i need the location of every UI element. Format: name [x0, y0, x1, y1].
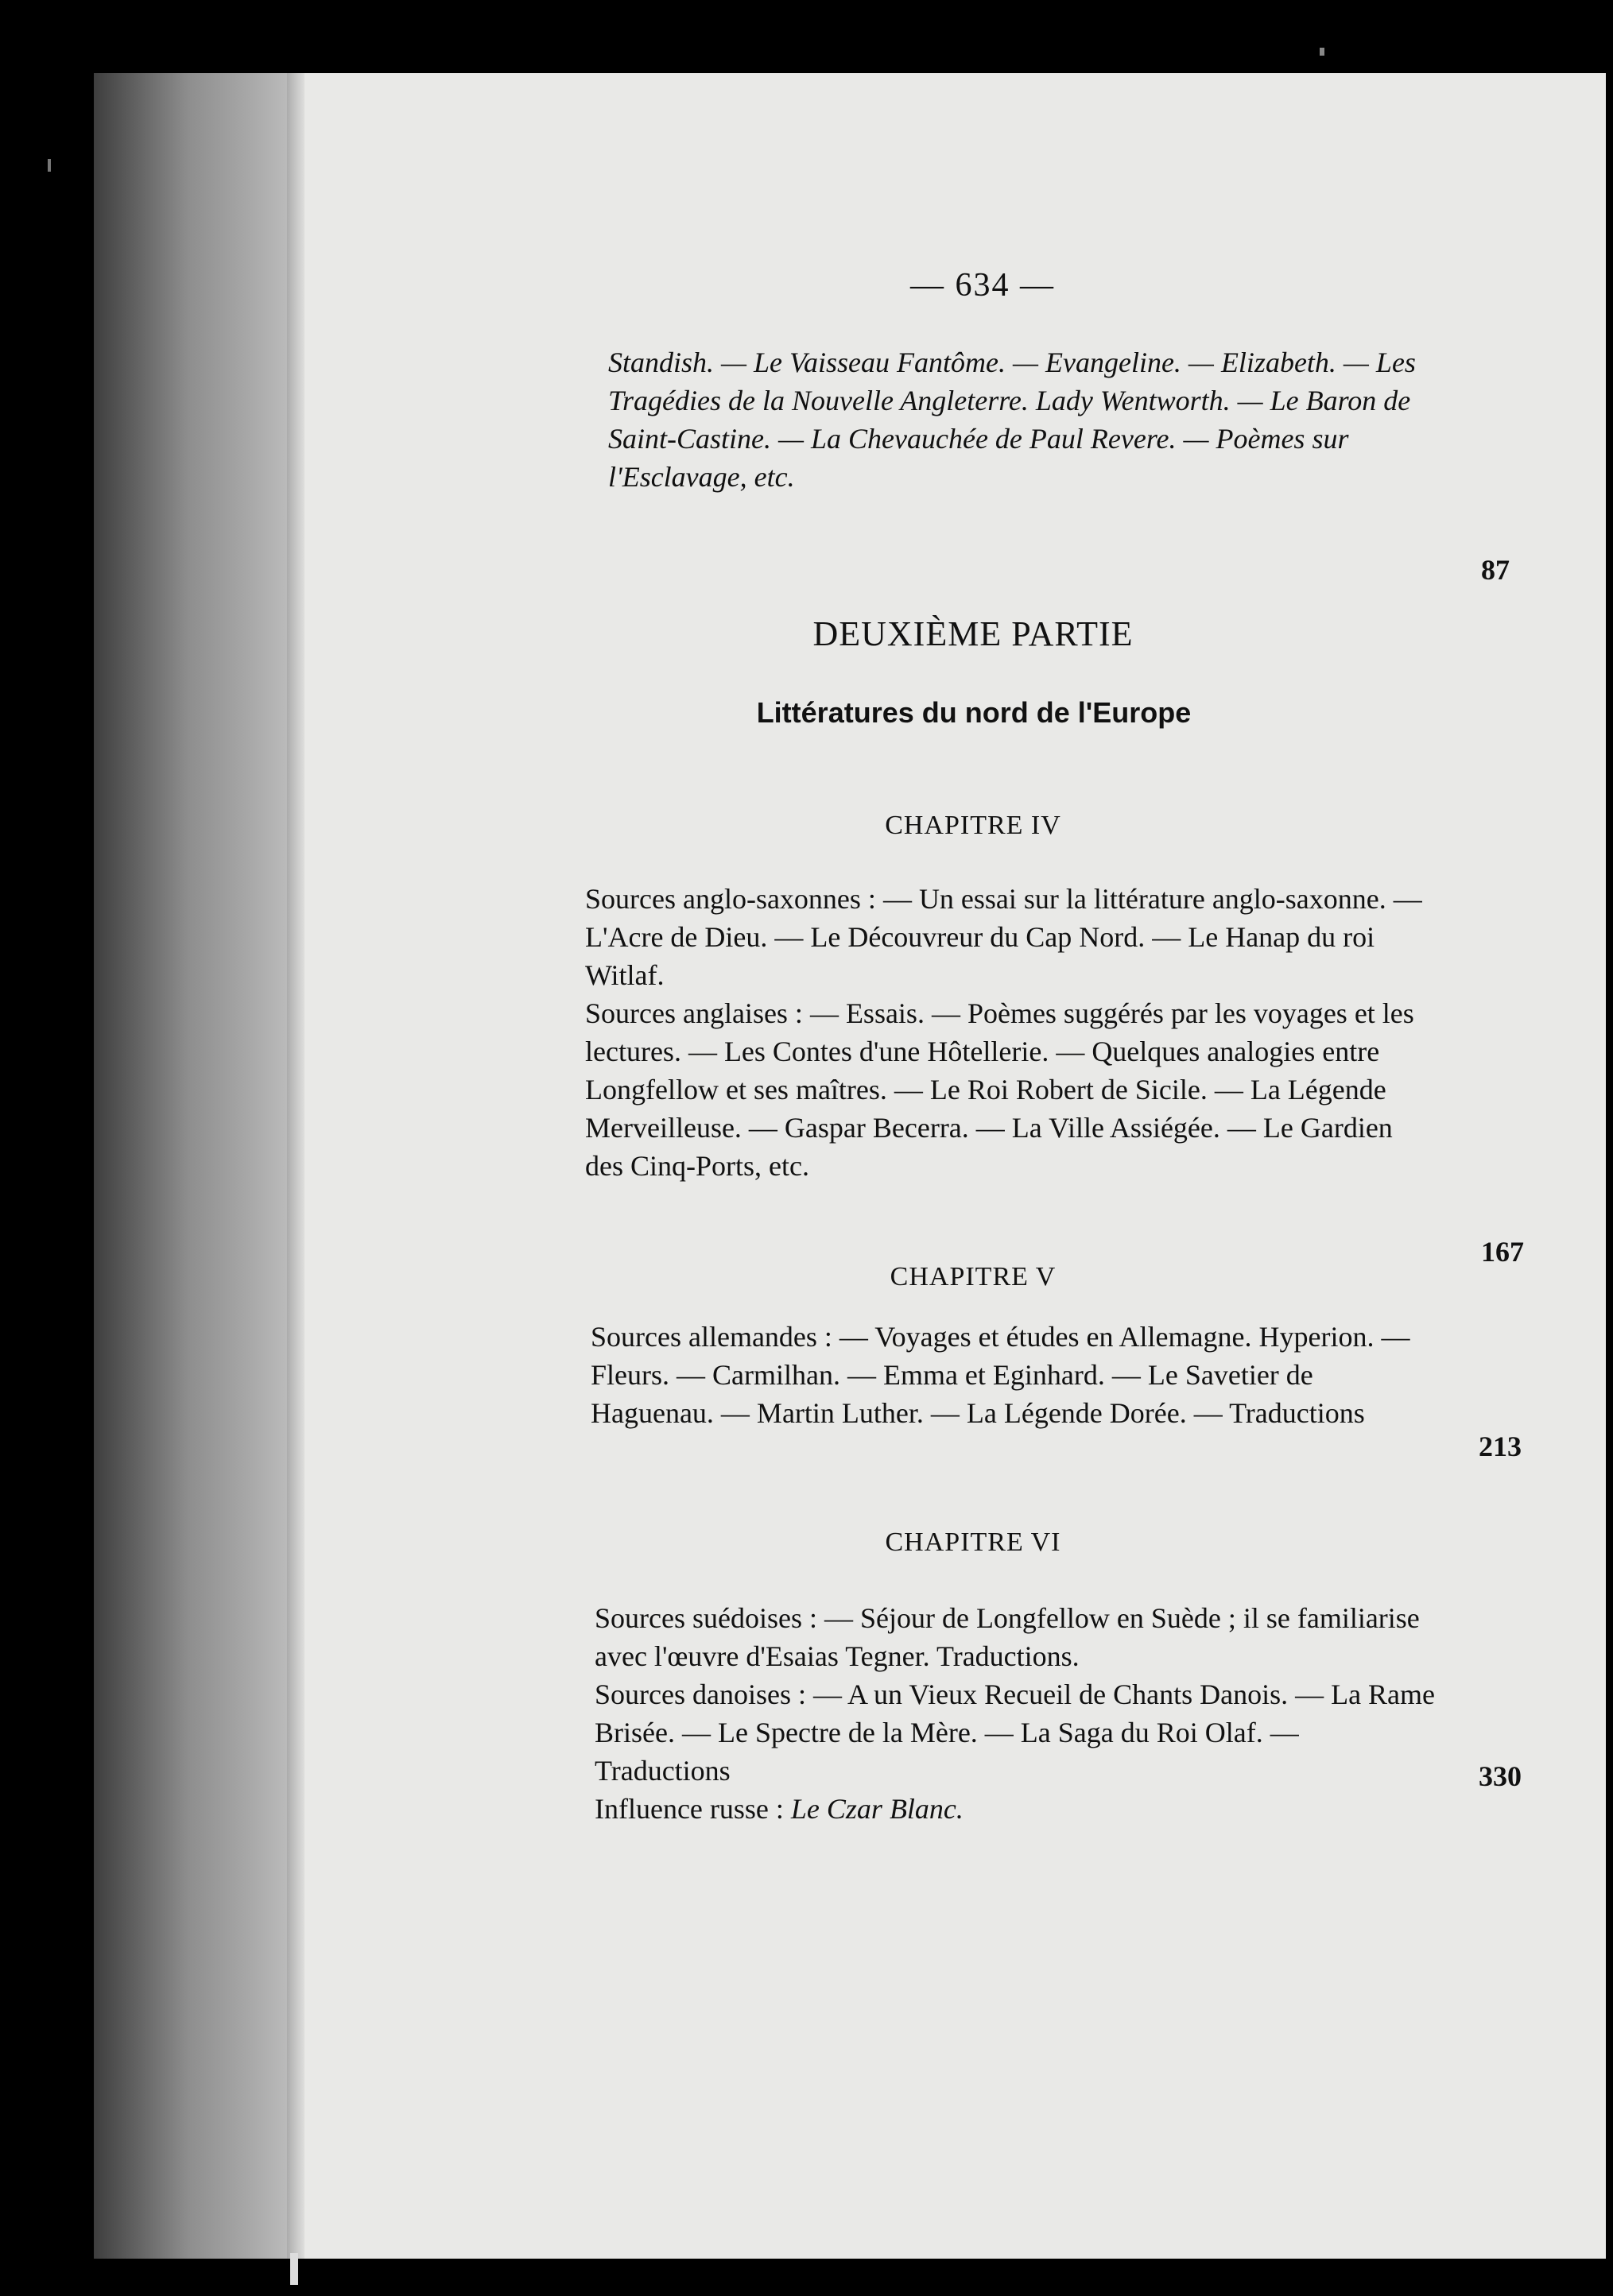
toc-entry: [595, 1790, 1437, 1828]
source-label: Sources suédoises :: [595, 1602, 817, 1634]
book-page: [94, 73, 1606, 2259]
source-label: Influence russe :: [595, 1793, 784, 1825]
toc-page-ref: 87: [1481, 554, 1510, 586]
part-title: DEUXIÈME PARTIE: [812, 614, 1134, 653]
toc-entry: [585, 994, 1436, 1185]
toc-entry-text: — Séjour de Longfellow en Suède ; il se familiarise avec l'œuvre d'Esaias Tegner. Traductions.: [595, 1602, 1420, 1672]
toc-page-ref: 167: [1481, 1236, 1524, 1268]
toc-entry-text: — Voyages et études en Allemagne. Hyperion. — Fleurs. — Carmilhan. — Emma et Eginhard. — Le Savetier de Haguenau. — Martin Luther. — La Légende Dorée. — Traductions: [591, 1321, 1410, 1429]
toc-entry-text: Standish. — Le Vaisseau Fantôme. — Evangeline. — Elizabeth. — Les Tragédies de la Nouvelle Angleterre. Lady Wentworth. — Le Baron de Saint-Castine. — La Chevauchée de Paul Revere. — Poèmes sur l'Esclavage, etc.: [608, 347, 1416, 493]
toc-entry: [595, 1675, 1437, 1790]
chapter-heading: CHAPITRE V: [890, 1262, 1057, 1291]
chapter-heading: CHAPITRE IV: [885, 811, 1061, 840]
toc-entry: [591, 1318, 1433, 1432]
page-number: — 634 —: [910, 267, 1055, 304]
toc-entry-text: Le Czar Blanc.: [790, 1793, 964, 1825]
toc-entry-continued: [608, 343, 1432, 496]
chapter-entries: [585, 880, 1436, 1185]
toc-entry: [585, 880, 1436, 994]
toc-entry-text: — Essais. — Poèmes suggérés par les voyages et les lectures. — Les Contes d'une Hôtellerie. — Quelques analogies entre Longfellow et ses maîtres. — Le Roi Robert de Sicile. — La Légende Merveilleuse. — Gaspar Becerra. — La Ville Assiégée. — Le Gardien des Cinq-Ports, etc.: [585, 997, 1414, 1182]
chapter-entries: [595, 1599, 1437, 1828]
toc-page-ref: 213: [1479, 1431, 1522, 1462]
toc-entry: [595, 1599, 1437, 1675]
toc-entry-text: — Un essai sur la littérature anglo-saxonne. — L'Acre de Dieu. — Le Découvreur du Cap Nord. — Le Hanap du roi Witlaf.: [585, 883, 1422, 991]
scan-speck: [290, 2253, 298, 2285]
scan-speck: [48, 159, 51, 172]
chapter-entries: [591, 1318, 1433, 1432]
source-label: Sources allemandes :: [591, 1321, 832, 1353]
source-label: Sources anglo-saxonnes :: [585, 883, 876, 915]
book-binding-edge: [94, 73, 304, 2259]
source-label: Sources anglaises :: [585, 997, 803, 1029]
part-subtitle: Littératures du nord de l'Europe: [756, 696, 1192, 729]
toc-page-ref: 330: [1479, 1760, 1522, 1792]
toc-entry-text: — A un Vieux Recueil de Chants Danois. — La Rame Brisée. — Le Spectre de la Mère. — La Saga du Roi Olaf. — Traductions: [595, 1678, 1436, 1787]
chapter-heading: CHAPITRE VI: [885, 1527, 1061, 1557]
scan-speck: [1320, 48, 1324, 56]
source-label: Sources danoises :: [595, 1678, 806, 1710]
